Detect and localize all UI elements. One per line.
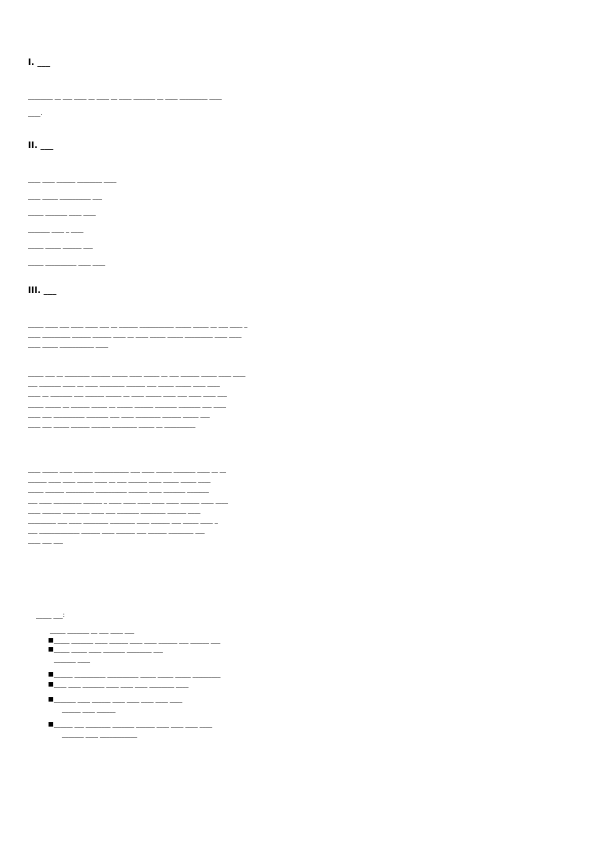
section-3-paragraph-2 — [28, 369, 568, 430]
paragraph-line: ___ _______ ____ __ ____ ________ ______ ___ _____ _____ ____ ____ — [28, 380, 220, 388]
list-item — [28, 626, 568, 636]
paragraph-line: _________ ___ ____ ________ ________ ____ ______ ___ _____ ____ _ — [28, 516, 218, 524]
section-3-heading: III. ___ — [28, 286, 57, 296]
list-item — [28, 670, 568, 680]
paragraph-line: _____ _____ __ ______ _____ __ _____ ______ _______ _______ ___ ____ — [28, 400, 226, 408]
section-2-line: _____ __________ ____ ____ — [28, 258, 106, 266]
bullet-icon: ■ — [48, 671, 54, 678]
section-2-line: ____ ____ ______ ________ ____ — [28, 176, 117, 183]
paragraph-line: ___ _____________ ______ ____ ______ ___ ______ ________ ___ — [28, 527, 205, 535]
section-2-line: _____ _______ ____ ____ — [28, 209, 96, 216]
section-1-heading: I. ___ — [28, 58, 51, 68]
list-item-text: ______ ____ ______ — [62, 705, 116, 713]
section-2-line: _______ ____ _ ____ — [28, 225, 84, 233]
bullet-icon: ■ — [48, 646, 54, 653]
paragraph-line: ____ ______ ____ ____ ____ ___ _______ ________ ______ ____ — [28, 506, 201, 514]
paragraph-line: _____ ___ __ ________ ______ _____ ____ _____ __ ___ ______ _____ ____ ____ — [28, 370, 246, 377]
list-item — [28, 636, 568, 646]
bullet-icon: ■ — [48, 696, 54, 703]
section-2-list — [28, 172, 568, 271]
section-3-paragraph-3 — [28, 465, 568, 547]
list-item — [28, 720, 568, 730]
paragraph-line: ____ _____ ____ ______ ___________ ___ ____ _____ _______ ____ __ __ — [28, 466, 226, 473]
list-item-text: ______ ___ ________ _______ ______ ____ ____ ____ ____ — [54, 721, 213, 728]
bullet-icon: ■ — [48, 721, 54, 728]
list-label: _____ ___: — [36, 612, 65, 619]
list-item — [28, 680, 568, 690]
list-item-text: _____ _______ ____ ______ ____ ____ ______ ___ ______ ___ — [54, 636, 221, 644]
list-item-continued — [28, 705, 568, 715]
paragraph-line: _____ ____ ___ ____ ____ ___ __ ______ ___________ _____ _____ __ ___ ____ _ — [28, 321, 248, 328]
paragraph-line: ____ _____ ___________ ____ — [28, 341, 109, 349]
list-item-continued — [28, 730, 568, 740]
list-item-text: _______ ____ ______ ____ ____ ____ ____ ____ — [54, 696, 183, 703]
list-item-text: ______ __________ __________ _____ _____ _____ _________ — [54, 671, 221, 678]
paragraph-line: ______ ____ ____ _____ ____ __ ___ ______ ____ _____ _____ ____ — [28, 476, 211, 484]
bullet-icon: ■ — [48, 636, 54, 644]
bullet-list — [28, 626, 568, 739]
list-item-continued — [28, 655, 568, 665]
paragraph-line: ____ _________ ______ ______ ____ __ ____ _____ _____ _________ ____ ____ — [28, 331, 242, 339]
list-item-text: ____ ____ _______ ____ ____ ____ ________ ____ — [54, 680, 189, 688]
section-2-heading: II. ___ — [28, 141, 54, 151]
list-item-text: _______ ____ ____________ — [62, 730, 138, 738]
paragraph-line: ____ ___ ___ — [28, 537, 63, 545]
paragraph-line: ____ ___ __________ _______ ___ ____ ________ ______ _____ ___ — [28, 410, 210, 418]
paragraph-line: ____ __ _______ ___ ______ _____ __ ____ _____ ____ ___ ____ ____ ___ — [28, 390, 227, 398]
list-item — [28, 645, 568, 655]
section-1-line-2: ____. — [28, 110, 43, 117]
list-item-text: _____ _______ __ ___ ____ ___ — [50, 627, 135, 634]
section-2-line: _____ _____ ______ ___ — [28, 242, 93, 249]
section-3-paragraph-1 — [28, 320, 568, 351]
paragraph-line: ____ ___ _____ ______ ______ ________ _____ __ __________ — [28, 420, 196, 428]
list-item-text: _____ _____ ____ _______ ________ ___ — [54, 646, 163, 653]
section-2-line: ____ _____ __________ ___ — [28, 192, 102, 200]
bullet-icon: ■ — [48, 680, 54, 688]
paragraph-line: ___ ____ _________ ______ _ ____ ____ ____ ____ ____ ______ ____ ____ — [28, 496, 228, 504]
paragraph-line: _____ ______ _________ __________ ______ ____ _______ _______ — [28, 486, 209, 494]
section-1-line-1: ________ __ ___ ____ __ ____ __ ____ _______ __ ____ _________ ____ — [28, 93, 222, 100]
list-item — [28, 695, 568, 705]
list-item-text: _______ ____ — [54, 655, 90, 663]
